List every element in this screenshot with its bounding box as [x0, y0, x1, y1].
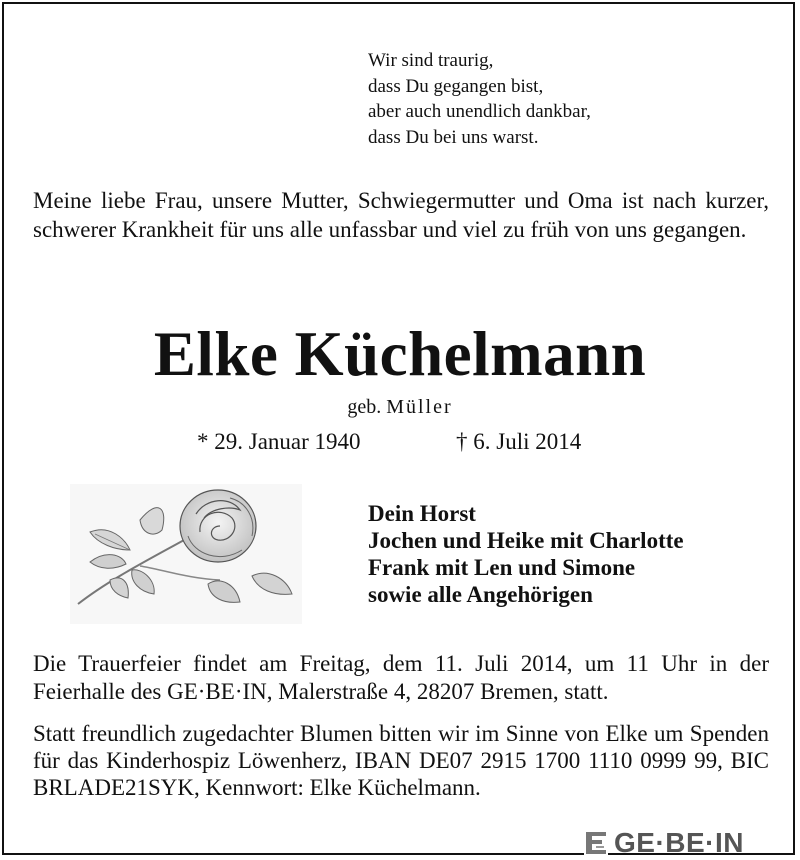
intro-paragraph: Meine liebe Frau, unsere Mutter, Schwiegermutter und Oma ist nach kurzer, schwerer Krankheit für uns alle unfassbar und viel zu früh von uns gegangen. [33, 188, 769, 242]
logo-text: GE·BE·IN [614, 827, 744, 858]
gebein-logo-icon [584, 830, 608, 856]
death-date: † 6. Juli 2014 [456, 429, 582, 454]
poem-line: aber auch unendlich dankbar, [368, 101, 591, 122]
poem-line: dass Du gegangen bist, [368, 75, 544, 97]
birth-surname: Müller [386, 396, 453, 418]
born-prefix: geb. [347, 396, 382, 418]
birth-date: * 29. Januar 1940 [197, 429, 361, 454]
mourner-line: Dein Horst [368, 501, 476, 526]
funeral-notice: Die Trauerfeier findet am Freitag, dem 11. Juli 2014, um 11 Uhr in der Feierhalle des GE·BE·IN, Malerstraße 4, 28207 Bremen, statt. [33, 651, 769, 704]
poem [368, 48, 591, 150]
mourner-line: sowie alle Angehörigen [368, 582, 593, 607]
gebein-logo [584, 828, 744, 858]
mourner-line: Jochen und Heike mit Charlotte [368, 528, 684, 553]
birth-name-line [0, 396, 800, 419]
deceased-name: Elke Küchelmann [153, 319, 647, 389]
poem-line: dass Du bei uns warst. [368, 126, 539, 148]
donation-notice: Statt freundlich zugedachter Blumen bitten wir im Sinne von Elke um Spenden für das Kinderhospiz Löwenherz, IBAN DE07 2915 1700 1110 0999 99, BIC BRLADE21SYK, Kennwort: Elke Küchelmann. [33, 721, 769, 800]
mourner-line: Frank mit Len und Simone [368, 555, 636, 580]
mourners-list [368, 500, 684, 608]
rose-illustration [70, 484, 302, 624]
poem-line: Wir sind traurig, [368, 50, 494, 71]
